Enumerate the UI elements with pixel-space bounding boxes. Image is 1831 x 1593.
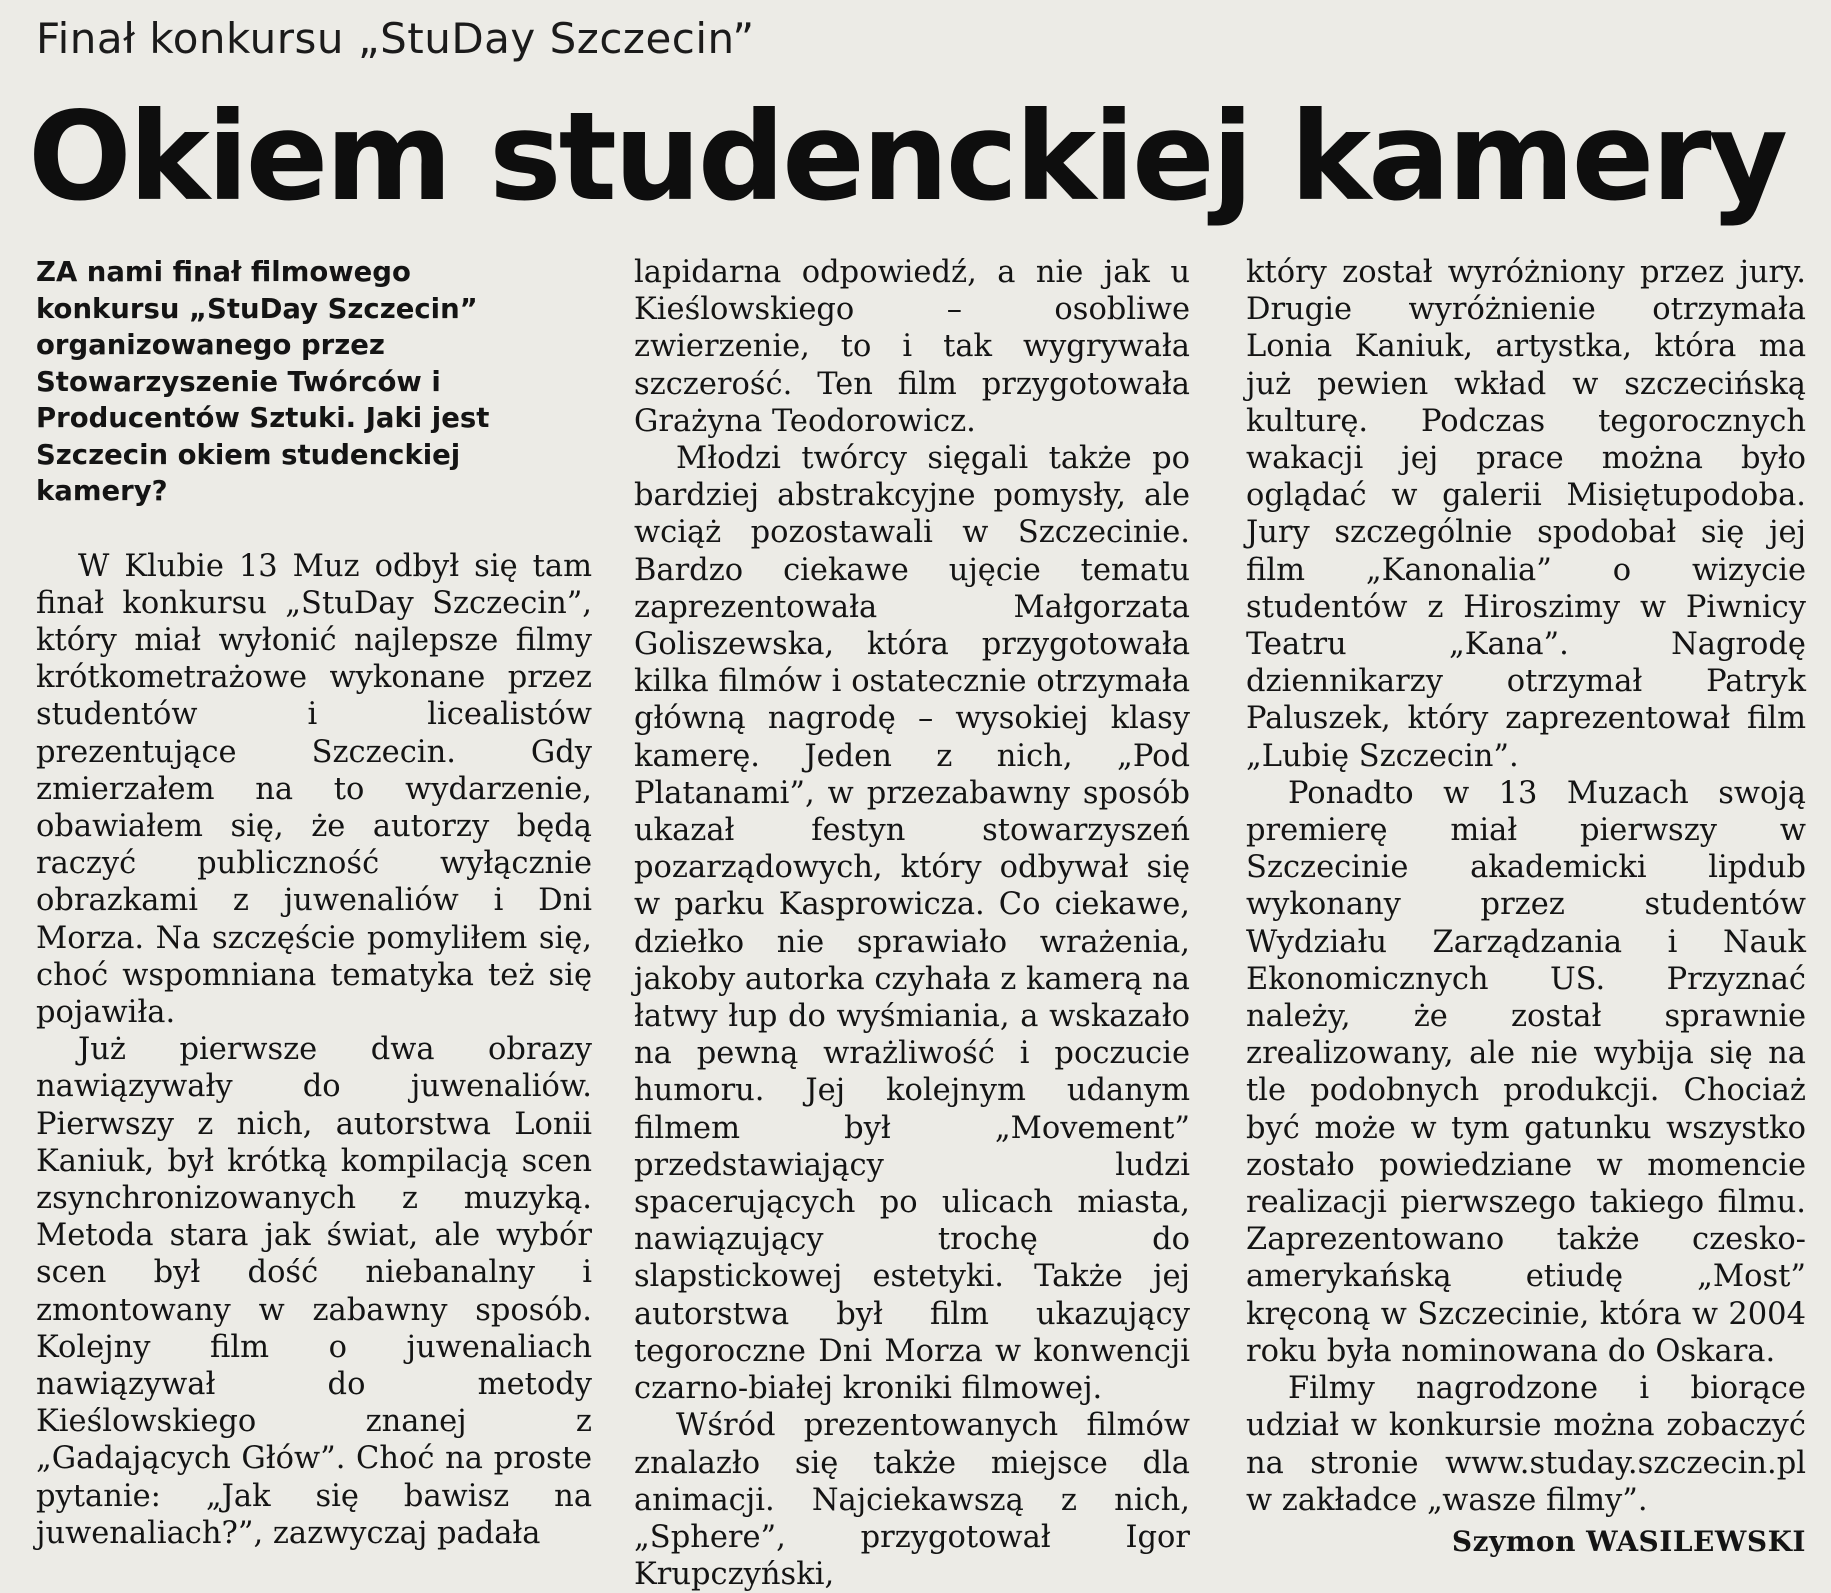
body-paragraph: W Klubie 13 Muz odbył się tam finał konkursu „StuDay Szczecin”, który miał wyłonić najlepsze filmy krótkometrażowe wykonane przez studentów i licealistów prezentujące Szczecin. Gdy zmierzałem na to wydarzenie, obawiałem się, że autorzy będą raczyć publiczność wyłącznie obrazkami z juwenaliów i Dni Morza. Na szczęście pomyliłem się, choć wspomniana tematyka też się pojawiła.: [36, 548, 592, 1030]
body-paragraph: Wśród prezentowanych filmów znalazło się także miejsce dla animacji. Najciekawszą z nich, „Sphere”, przygotował Igor Krupczyński,: [634, 1408, 1190, 1593]
body-paragraph: Młodzi twórcy sięgali także po bardziej abstrakcyjne pomysły, ale wciąż pozostawali w Szczecinie. Bardzo ciekawe ujęcie tematu zaprezentowała Małgorzata Goliszewska, która przygotowała kilka filmów i ostatecznie otrzymała główną nagrodę – wysokiej klasy kamerę. Jeden z nich, „Pod Platanami”, w przezabawny sposób ukazał festyn stowarzyszeń pozarządowych, który odbywał się w parku Kasprowicza. Co ciekawe, dziełko nie sprawiało wrażenia, jakoby autorka czyhała z kamerą na łatwy łup do wyśmiania, a wskazało na pewną wrażliwość i poczucie humoru. Jej kolejnym udanym filmem był „Movement” przedstawiający ludzi spacerujących po ulicach miasta, nawiązujący trochę do slapstickowej estetyki. Także jej autorstwa był film ukazujący tegoroczne Dni Morza w konwencji czarno-białej kroniki filmowej.: [634, 441, 1190, 1407]
body-paragraph: Ponadto w 13 Muzach swoją premierę miał pierwszy w Szczecinie akademicki lipdub wykonany przez studentów Wydziału Zarządzania i Nauk Ekonomicznych US. Przyznać należy, że został sprawnie zrealizowany, ale nie wybija się na tle podobnych produkcji. Chociaż być może w tym gatunku wszystko zostało powiedziane w momencie realizacji pierwszego takiego filmu. Zaprezentowano także czesko-amerykańską etiudę „Most” kręconą w Szczecinie, która w 2004 roku była nominowana do Oskara.: [1246, 775, 1806, 1369]
column-2: [634, 254, 1190, 1593]
body-paragraph: lapidarna odpowiedź, a nie jak u Kieślowskiego – osobliwe zwierzenie, to i tak wygrywała szczerość. Ten film przygotowała Grażyna Teodorowicz.: [634, 255, 1190, 439]
lead-paragraph: ZA nami finał filmowego konkursu „StuDay Szczecin” organizowanego przez Stowarzyszenie Twórców i Producentów Sztuki. Jaki jest Szczecin okiem studenckiej kamery?: [36, 256, 490, 507]
column-1: [36, 254, 592, 1552]
kicker: Finał konkursu „StuDay Szczecin”: [36, 14, 755, 63]
body-paragraph: który został wyróżniony przez jury. Drugie wyróżnienie otrzymała Lonia Kaniuk, artystka, która ma już pewien wkład w szczecińską kulturę. Podczas tegorocznych wakacji jej prace można było oglądać w galerii Misiętupodoba. Jury szczególnie spodobał się jej film „Kanonalia” o wizycie studentów z Hiroszimy w Piwnicy Teatru „Kana”. Nagrodę dziennikarzy otrzymał Patryk Paluszek, który zaprezentował film „Lubię Szczecin”.: [1246, 255, 1806, 774]
column-3: [1246, 254, 1806, 1560]
body-paragraph: Już pierwsze dwa obrazy nawiązywały do juwenaliów. Pierwszy z nich, autorstwa Lonii Kaniuk, był krótką kompilacją scen zsynchronizowanych z muzyką. Metoda stara jak świat, ale wybór scen był dość niebanalny i zmontowany w zabawny sposób. Kolejny film o juwenaliach nawiązywał do metody Kieślowskiego znanej z „Gadających Głów”. Choć na proste pytanie: „Jak się bawisz na juwenaliach?”, zazwyczaj padała: [36, 1032, 592, 1551]
body-paragraph: Filmy nagrodzone i biorące udział w konkursie można zobaczyć na stronie www.studay.szczecin.pl w zakładce „wasze filmy”.: [1246, 1371, 1806, 1518]
author-signature: Szymon WASILEWSKI: [1451, 1524, 1806, 1558]
headline: Okiem studenckiej kamery: [28, 86, 1786, 228]
